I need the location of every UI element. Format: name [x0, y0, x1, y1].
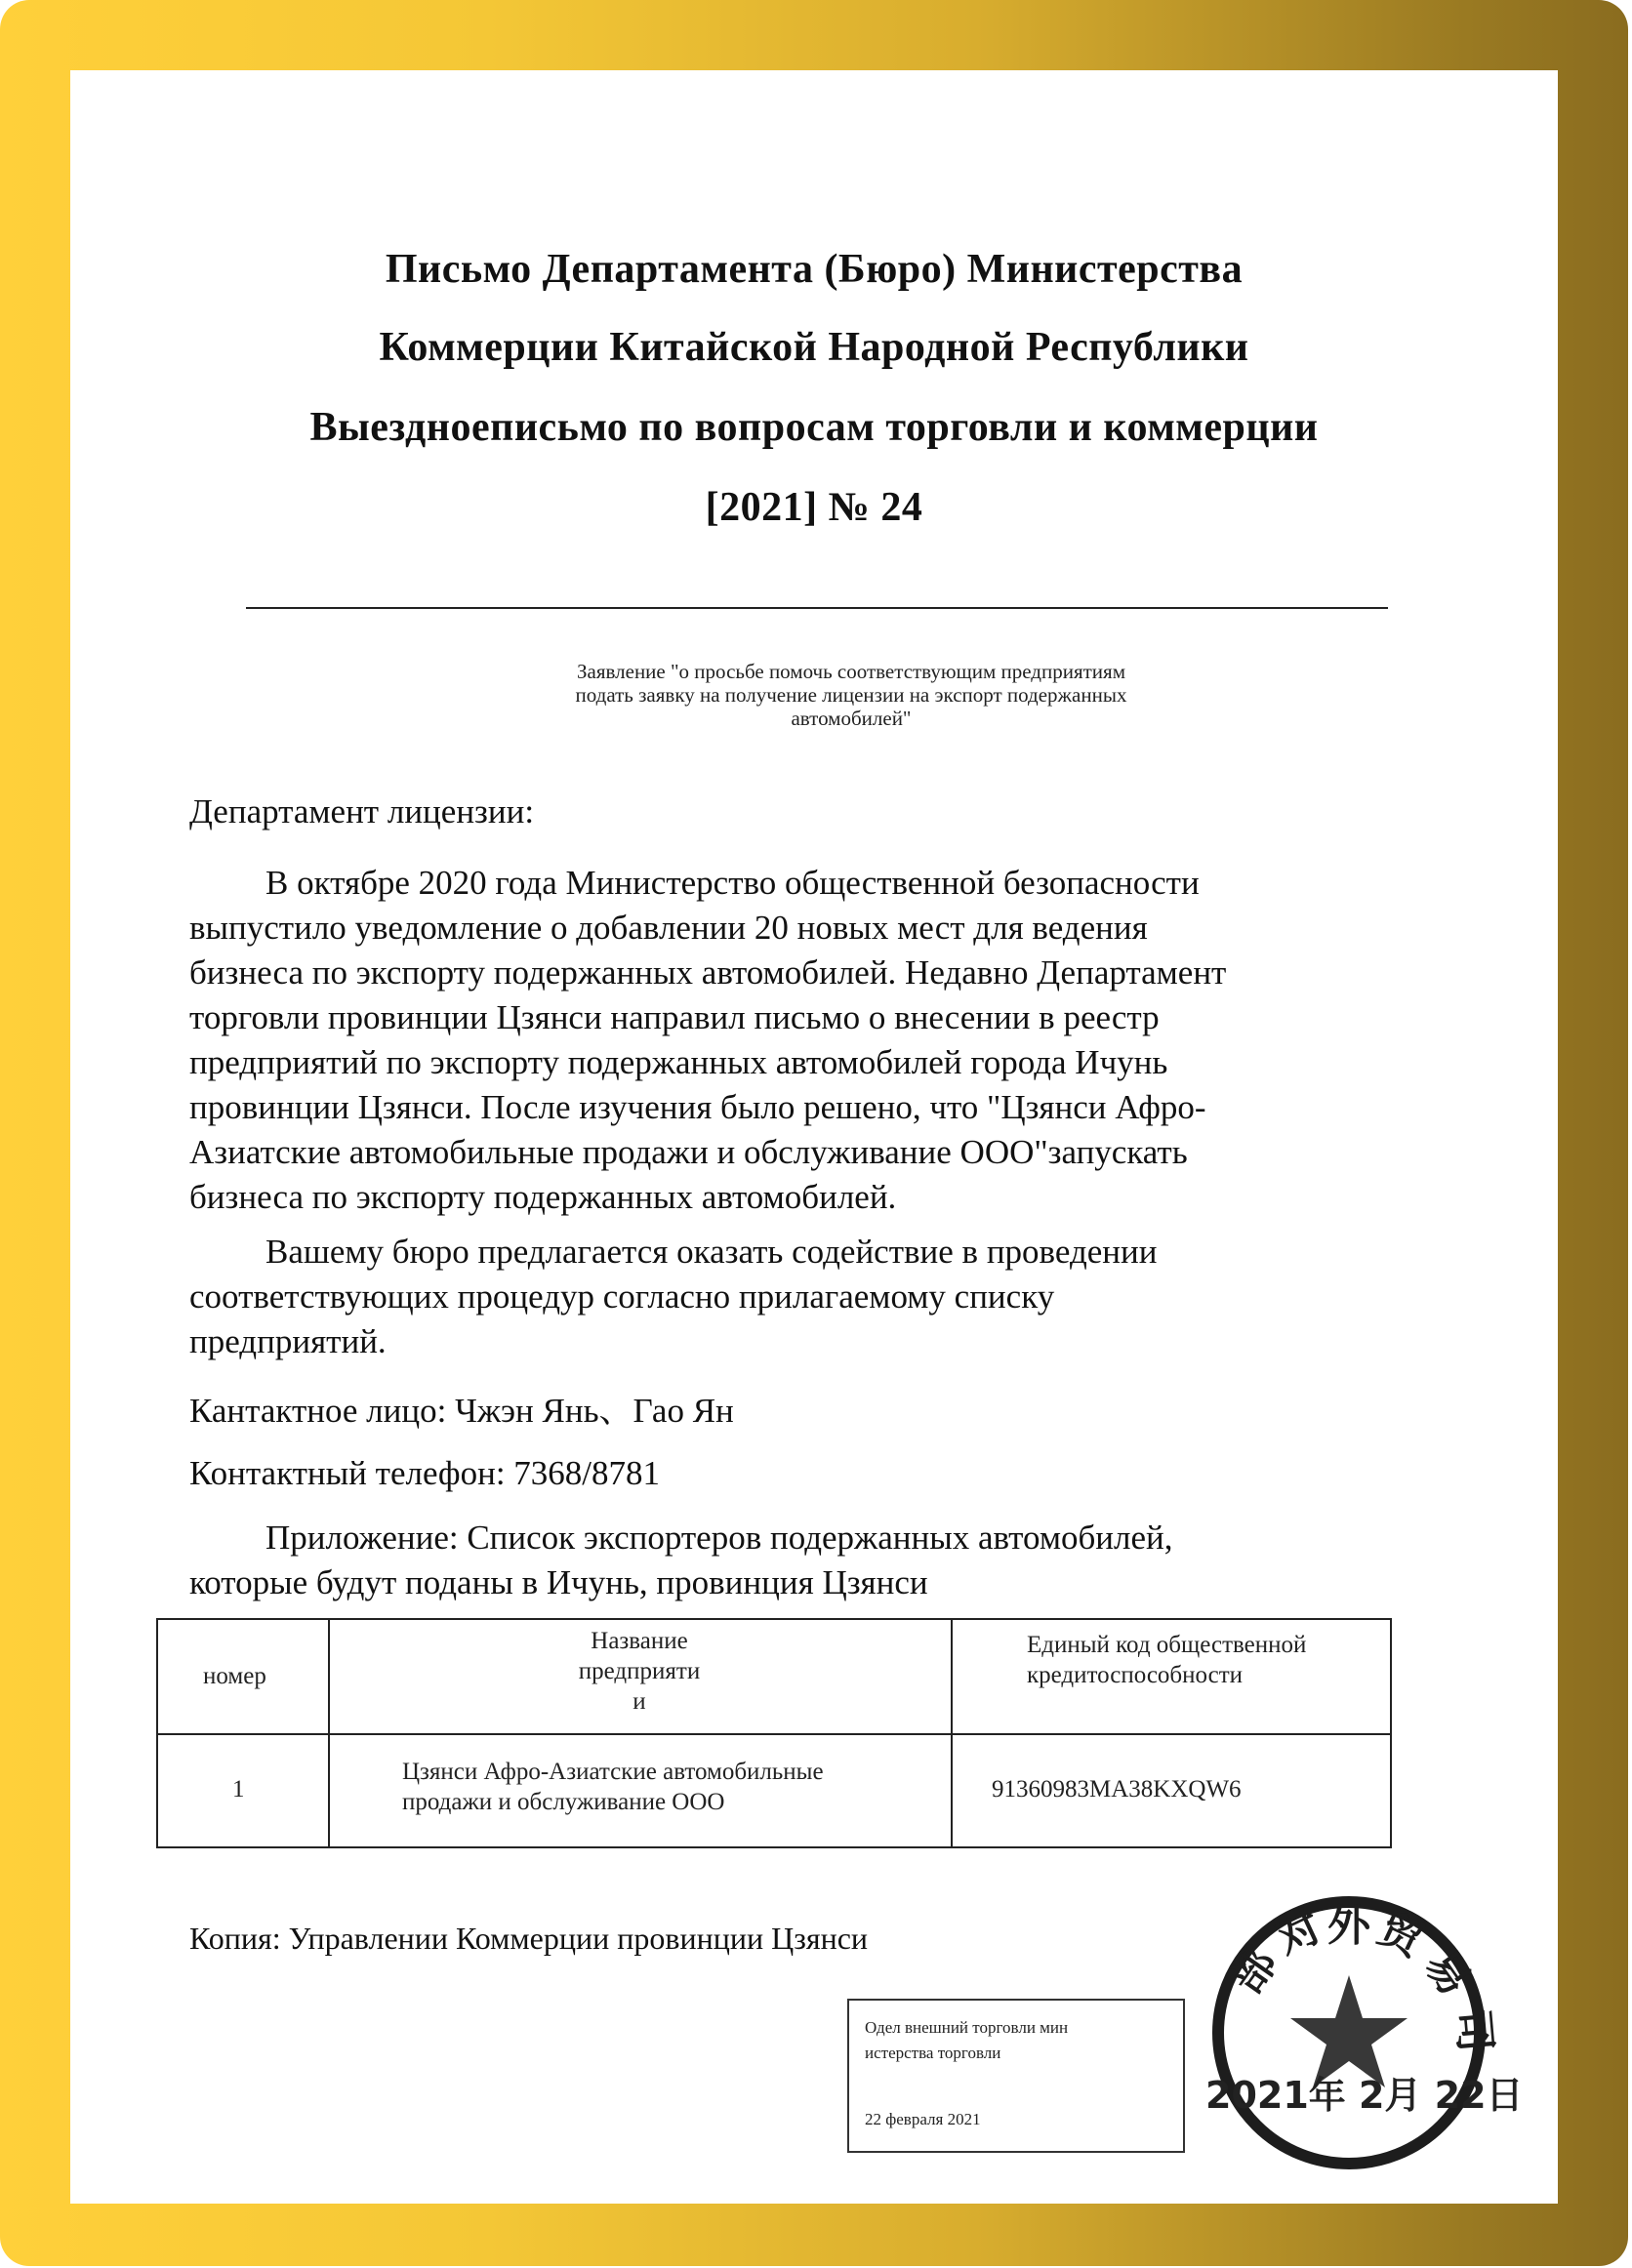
official-seal-stamp: [1207, 1891, 1500, 2174]
subject-line-3: автомобилей": [791, 707, 912, 730]
title-line-1: Письмо Департамента (Бюро) Министерства: [385, 247, 1244, 292]
paragraph-1: [189, 861, 1474, 1220]
document-number: [2021] № 24: [705, 485, 923, 530]
note-date: 22 февраля 2021: [865, 2110, 981, 2128]
row-name-line: продажи и обслуживание ООО: [402, 1789, 725, 1815]
title-line-3: Выездноеписьмо по вопросам торговли и коммерции: [309, 405, 1319, 450]
table-divider: [158, 1733, 1390, 1735]
row-company-name: [402, 1757, 824, 1817]
note-line-1: Одел внешний торговли мин: [865, 2018, 1069, 2037]
header-code-line: Единый код общественной: [1027, 1632, 1307, 1658]
paragraph-1-line: предприятий по экспорту подержанных автомобилей города Ичунь: [189, 1043, 1168, 1081]
paragraph-2-line: соответствующих процедур согласно прилагаемому списку: [189, 1277, 1055, 1316]
seal-char: 对: [1269, 1901, 1329, 1965]
addressee: Департамент лицензии:: [189, 792, 535, 830]
paragraph-1-line: торговли провинции Цзянси направил письмо о внесении в реестр: [189, 998, 1160, 1036]
seal-char: 司: [1447, 2006, 1500, 2054]
contact-person: Кантактное лицо: Чжэн Янь、Гао Ян: [189, 1392, 734, 1430]
paragraph-2: [189, 1230, 1474, 1364]
row-credit-code: 91360983MA38KXQW6: [992, 1776, 1242, 1802]
contact-phone: Контактный телефон: 7368/8781: [189, 1454, 661, 1492]
subject-line-2: подать заявку на получение лицензии на экспорт подержанных: [575, 683, 1127, 707]
title-divider: [246, 607, 1388, 609]
title-line-2: Коммерции Китайской Народной Республики: [379, 325, 1249, 370]
seal-char: 部: [1221, 1939, 1287, 2004]
paragraph-1-line: Азиатские автомобильные продажи и обслуживание ООО"запускать: [189, 1133, 1188, 1171]
row-name-line: Цзянси Афро-Азиатские автомобильные: [402, 1759, 824, 1785]
header-code-line: кредитоспособности: [1027, 1662, 1244, 1688]
paragraph-1-line: провинции Цзянси. После изучения было решено, что "Цзянси Афро-: [189, 1088, 1206, 1126]
seal-char: 贸: [1370, 1903, 1431, 1967]
header-name: [328, 1626, 951, 1717]
paragraph-1-line: выпустило уведомление о добавлении 20 новых мест для ведения: [189, 909, 1148, 947]
attachment-line-2: которые будут поданы в Ичунь, провинция Цзянси: [189, 1563, 928, 1601]
header-name-line: и: [632, 1688, 646, 1715]
paragraph-1-line: В октябре 2020 года Министерство общественной безопасности: [265, 864, 1200, 902]
paragraph-2-line: предприятий.: [189, 1322, 387, 1360]
note-line-2: истерства торговли: [865, 2044, 1001, 2062]
header-credit-code: [1027, 1630, 1306, 1690]
document-page: [70, 70, 1558, 2204]
seal-char: 易: [1414, 1941, 1481, 2005]
attachment-line-1: Приложение: Список экспортеров подержанных автомобилей,: [265, 1519, 1173, 1557]
row-number: 1: [232, 1776, 245, 1802]
paragraph-2-line: Вашему бюро предлагается оказать содействие в проведении: [265, 1233, 1158, 1271]
seal-char: 外: [1327, 1901, 1370, 1951]
subject-line-1: Заявление "о просьбе помочь соответствующим предприятиям: [577, 660, 1125, 683]
enterprise-table: [156, 1618, 1392, 1848]
paragraph-1-line: бизнеса по экспорту подержанных автомобилей. Недавно Департамент: [189, 953, 1227, 992]
copy-recipient: Копия: Управлении Коммерции провинции Цзянси: [189, 1921, 869, 1956]
paragraph-1-line: бизнеса по экспорту подержанных автомобилей.: [189, 1178, 897, 1216]
subject-block: [402, 660, 1300, 730]
seal-date: 2021年 2月 22日: [1205, 2074, 1524, 2117]
header-name-line: предприяти: [578, 1658, 701, 1684]
department-note: [847, 1999, 1185, 2153]
header-number: номер: [203, 1663, 266, 1689]
header-name-line: Название: [591, 1628, 688, 1654]
